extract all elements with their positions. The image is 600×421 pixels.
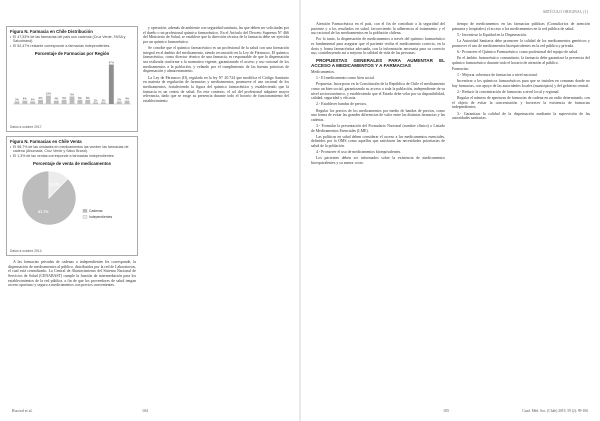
paragraph: y operación, además de ambiente con seguridad sanitaria, las que deben ser solicitadas por el dueño o un profesional químico farmacéutico. En el Artículo del Decreto Supremo N° 466 del Ministerio de Salud, se establece que la dirección técnica de la farmacia debe ser ejercida por un químico farmacéutico. bbox=[143, 26, 289, 44]
figure-bar-source: Datos a octubre 2017 bbox=[10, 125, 42, 129]
bar bbox=[62, 100, 67, 104]
figure-pie-bullet: • El 1,3% de las ventas corresponde a farmacias independientes. bbox=[13, 154, 134, 158]
paragraph: La Ley de Fármacos (II), regulada en la ley N° 20.724 que modifica el Código Sanitario en materia de regulación de farmacias y medicamentos, promueve el uso racional de los medicamentos, fortaleciendo la figura del químico farmacéutico y estableciendo que la farmacia es un centro de salud. En este contexto, el rol del profesional adquiere mayor relevancia, dado que se exige su presencia durante todo el horario de funcionamiento del establecimiento. bbox=[143, 75, 289, 103]
bar-data-label: 5% bbox=[62, 96, 67, 100]
paragraph: 5.- Incentivar la Equidad en la Dispensación. bbox=[457, 32, 528, 37]
bar bbox=[30, 101, 35, 104]
bar bbox=[109, 64, 114, 103]
paragraph: Por lo tanto, la dispensación de medicamentos a través del químico farmacéutico es fundamental para asegurar que el paciente reciba el medicamento correcto, en la dosis y forma farmacéutica adecuada, con la información necesaria para su correcto uso, contribuyendo así a mejorar la calidad de vida de las personas. bbox=[311, 37, 445, 56]
paragraph: 2.- Establecer bandas de precios. bbox=[316, 102, 367, 107]
bar-data-label: 9% bbox=[70, 93, 74, 97]
pie-chart-title: Porcentaje de venta de medicamentos bbox=[32, 160, 112, 166]
figure-pie-source: Datos a octubre 2014 bbox=[10, 249, 42, 253]
right-page-column-1 bbox=[311, 22, 445, 167]
bar-data-label: 4% bbox=[125, 97, 129, 101]
paragraph: Los pacientes deben ser informados sobre la existencia de medicamentos bioequivalentes y su menor costo. bbox=[311, 156, 445, 166]
pie-data-label: 87.7% bbox=[38, 209, 49, 214]
figure-bar bbox=[6, 26, 138, 132]
bar-data-label: 3% bbox=[30, 98, 35, 102]
paragraph: Se concibe que el químico farmacéutico es un profesional de la salud con una formación integral en el ámbito del medicamento, siendo reconocido en la Ley de Fármacos. El químico farmacéutico, como director técnico de una farmacia, es responsable de que la dispensación sea realizada conforme a la normativa vigente, garantizando el acceso y uso racional de los medicamentos a la población, y velando por el cumplimiento de las buenas prácticas de dispensación y almacenamiento. bbox=[143, 46, 289, 74]
paragraph: Regular el número de aperturas de farmacias de cadena en un radio determinado, con el objeto de evitar la concentración y favorecer la existencia de farmacias independientes. bbox=[452, 96, 590, 110]
pie-data-label: 12.3% bbox=[49, 182, 60, 187]
author-footer: Rucord et al. bbox=[12, 408, 33, 413]
legend-label: Cadenas bbox=[89, 208, 103, 213]
bar bbox=[54, 101, 59, 104]
bar bbox=[22, 101, 27, 104]
bar-data-label: 5% bbox=[85, 96, 90, 100]
paragraph: Medicamentos. bbox=[311, 69, 335, 74]
bar-data-label: 2% bbox=[101, 99, 106, 103]
bar bbox=[70, 96, 75, 104]
bar-data-label: 5% bbox=[77, 96, 82, 100]
section-heading: PROPUESTAS GENERALES PARA AUMENTAR EL ACCESO A MEDICAMENTOS Y A FARMACIAS bbox=[311, 57, 445, 68]
bar bbox=[125, 101, 130, 104]
paragraph: Atención Farmacéutica en el país, con el fin de contribuir a la seguridad del paciente y a los resultados en salud, favoreciendo la adherencia al tratamiento y el uso racional de los medicamentos en la población chilena. bbox=[311, 22, 445, 36]
paragraph: 2.- Reducir la concentración de farmacias a nivel local y regional. bbox=[457, 89, 560, 94]
bar bbox=[46, 95, 51, 103]
bar-chart-title: Porcentaje de Farmacias por Región bbox=[34, 50, 110, 56]
running-header: ARTÍCULO ORIGINAL (1) bbox=[542, 10, 588, 14]
paragraph: Propuesta: Incorporar en la Constitución de la República de Chile el medicamento como un bien social, garantizando su acceso a toda la población, independiente de su nivel socioeconómico, y estableciendo que el Estado debe velar por su disponibilidad, calidad, seguridad y eficacia. bbox=[311, 82, 445, 101]
paragraph: 3.- Garantizar la calidad de la dispensación mediante la supervisión de las autoridades sanitarias. bbox=[452, 111, 590, 121]
right-page-column-2 bbox=[452, 22, 590, 122]
journal-footer: Cuad. Méd. Soc. (Chile) 2019, 59 (2): 99-106 bbox=[522, 409, 588, 413]
figure-pie-title: Figura N. Farmacias en Chile Venta bbox=[10, 139, 82, 144]
left-page bbox=[0, 0, 299, 421]
page-number-left: 104 bbox=[142, 408, 148, 413]
paragraph: 1.- El medicamento como bien social. bbox=[316, 76, 375, 81]
bar bbox=[77, 100, 82, 104]
paragraph: Incentivar a los químicos farmacéuticos para que se instalen en comunas donde no hay farmacias, con apoyo de las autoridades locales (municipios) y del gobierno central. bbox=[452, 79, 590, 88]
left-page-column-2 bbox=[143, 26, 289, 105]
figure-pie-bullets bbox=[7, 144, 137, 158]
bar-data-label: 10% bbox=[45, 92, 52, 96]
legend-swatch bbox=[83, 215, 87, 218]
bar bbox=[38, 100, 43, 104]
paragraph: En el ámbito farmacéutico comunitario, la farmacia debe garantizar la presencia del químico farmacéutico durante todo el horario de atención al público. bbox=[452, 55, 590, 65]
bar-chart bbox=[9, 56, 135, 108]
paragraph: La Autoridad Sanitaria debe promover la calidad de los medicamentos genéricos y promover el uso de medicamentos bioequivalentes en la red pública y privada. bbox=[452, 38, 590, 48]
bar-data-label: 4% bbox=[54, 97, 59, 101]
paragraph: 3.- Formular la presentación del Formulario Nacional (nombre clínico) o Listado de Medicamentos Esenciales (LME). bbox=[311, 123, 445, 133]
bar bbox=[14, 101, 19, 104]
paragraph: Las políticas en salud deben considerar el acceso a los medicamentos esenciales, definidos por la OMS como aquellos que satisfacen las necesidades prioritarias de salud de la población. bbox=[311, 134, 445, 149]
bar-data-label: 3% bbox=[117, 98, 122, 102]
paragraph: 6.- Promover el Químico Farmacéutico como profesional del equipo de salud. bbox=[457, 49, 579, 54]
figure-bar-title: Figura N. Farmacia en Chile Distribución bbox=[10, 29, 93, 34]
figure-pie bbox=[6, 136, 138, 256]
legend-label: Independientes bbox=[89, 214, 113, 219]
paragraph: 4.- Promover el uso de medicamentos bioequivalentes. bbox=[316, 150, 402, 155]
paragraph: A las farmacias privadas de cadenas o independientes les corresponde, la dispensación de medicamentos al público, distribuidos por la red de Laboratorios, el cual está centralizado. La Central de Abastecimiento del Sistema Nacional de Servicios de Salud (CENABAST) cumple la función de intermediación para los establecimientos de la red pública, a fin de que los proveedores de salud tengan acceso oportuno y seguro a medicamentos con precios convenientes. bbox=[8, 260, 136, 288]
bar-data-label: 2% bbox=[93, 99, 98, 103]
paragraph: 1.- Mejorar cobertura de farmacias a nivel nacional. bbox=[457, 72, 538, 77]
figure-bar-bullet: • El 47,53% de las farmacias del país son cadenas (Cruz Verde, FASA y Salcobrand). bbox=[13, 35, 134, 44]
left-page-column-1 bbox=[8, 260, 136, 289]
figure-bar-bullet: • El 52,47% restante corresponde a farmacias independientes. bbox=[13, 44, 134, 48]
bar bbox=[85, 100, 90, 104]
bar-data-label: 4% bbox=[22, 97, 27, 101]
right-page bbox=[301, 0, 600, 421]
bar bbox=[117, 101, 122, 104]
bar bbox=[101, 102, 106, 104]
figure-pie-bullet: • El 98,7% de las unidades en medicamentos las venden las farmacias de cadena (Ahumada, Cruz Verde y Salco Brand). bbox=[13, 145, 134, 154]
paragraph: Regular los precios de los medicamentos por medio de bandas de precios, como una forma de evitar las grandes diferencias de valor entre las distintas farmacias y las cadenas. bbox=[311, 108, 445, 122]
bar-data-label: 5% bbox=[38, 96, 43, 100]
pie-chart bbox=[9, 166, 135, 232]
bar-data-label: 3% bbox=[15, 98, 19, 102]
bar bbox=[93, 102, 98, 104]
paragraph: tiempo de medicamentos en las farmacias públicas (Consultorios de atención primaria y hospitales) el acceso a los medicamentos en la red pública de salud. bbox=[452, 22, 590, 31]
paragraph: Farmacias: bbox=[452, 66, 470, 71]
bar-data-label: 47% bbox=[108, 61, 114, 65]
figure-bar-bullets bbox=[7, 34, 137, 48]
legend-swatch bbox=[83, 209, 87, 212]
page-number-right: 105 bbox=[443, 408, 449, 413]
